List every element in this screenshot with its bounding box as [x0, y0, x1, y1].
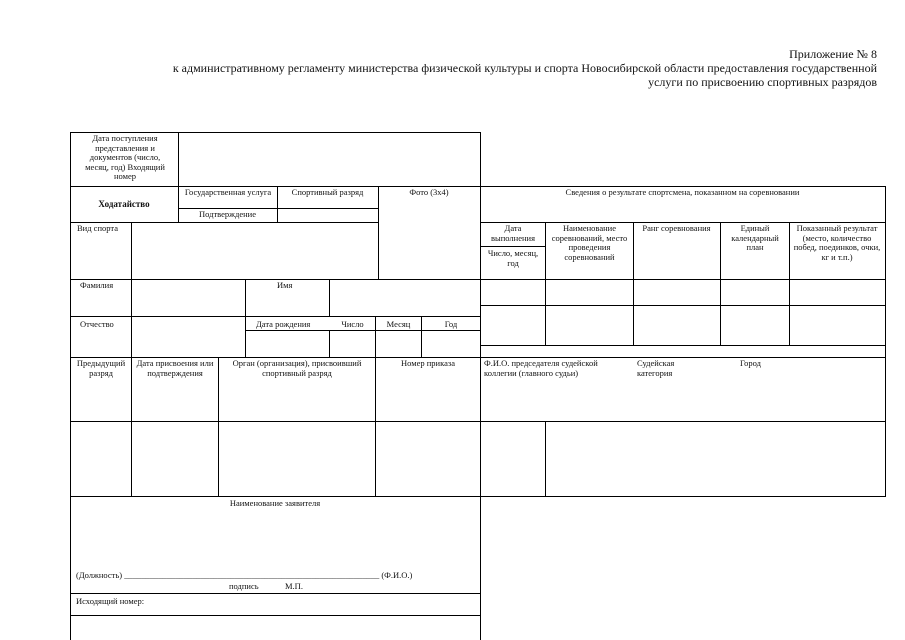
order-number-label: Номер приказа: [400, 358, 455, 368]
city-label: Город: [740, 358, 761, 368]
outgoing-number-label: Исходящий номер:: [76, 596, 145, 606]
assign-date-label: Дата присвоения или подтверждения: [136, 358, 214, 378]
signature-label: подпись: [229, 581, 259, 591]
appendix-number: Приложение № 8: [789, 47, 877, 61]
photo-label: Фото (3х4): [409, 187, 449, 197]
appendix-subtitle-line1: к административному регламенту министерства физической культуры и спорта Новосибирской области предоставления государственной: [172, 61, 877, 75]
gov-service-label: Государственная услуга: [184, 187, 272, 197]
judge-category-label: Судейская категория: [637, 358, 675, 378]
year-label: Год: [444, 319, 458, 329]
confirmation-label: Подтверждение: [198, 209, 256, 219]
competition-name-label: Наименование соревнований, место проведения соревнований: [551, 223, 628, 262]
day-label: Число: [341, 319, 364, 329]
result-label: Показанный результат (место, количество побед, поединков, очки, кг и т.п.): [793, 223, 881, 262]
birth-date-label: Дата рождения: [256, 319, 311, 329]
position-signature-line: (Должность) ____________________________________________________________ (Ф.И.О.): [76, 570, 413, 580]
date-sub-label: Число, месяц, год: [487, 248, 539, 268]
sport-rank-label: Спортивный разряд: [291, 187, 364, 197]
patronymic-label: Отчество: [80, 319, 114, 329]
month-label: Месяц: [386, 319, 411, 329]
stamp-label: М.П.: [285, 581, 303, 591]
competition-rank-label: Ранг соревнования: [642, 223, 711, 233]
name-label: Имя: [277, 280, 293, 290]
surname-label: Фамилия: [80, 280, 114, 290]
appendix-subtitle-line2: услуги по присвоению спортивных разрядов: [648, 75, 877, 89]
judge-label: Ф.И.О. председателя судейской коллегии (главного судьи): [484, 358, 598, 378]
applicant-name-label: Наименование заявителя: [229, 498, 321, 508]
prev-rank-label: Предыдущий разряд: [76, 358, 126, 378]
receipt-date-label: Дата поступления представления и документов (число, месяц, год) Входящий номер: [85, 133, 165, 182]
sport-type-label: Вид спорта: [77, 223, 118, 233]
organ-label: Орган (организация), присвоивший спортивный разряд: [232, 358, 362, 378]
date-done-label: Дата выполнения: [491, 223, 535, 243]
results-title: Сведения о результате спортсмена, показанном на соревновании: [565, 187, 800, 197]
petitioner-label: Ходатайство: [98, 199, 150, 209]
unified-plan-label: Единый календарный план: [731, 223, 779, 253]
